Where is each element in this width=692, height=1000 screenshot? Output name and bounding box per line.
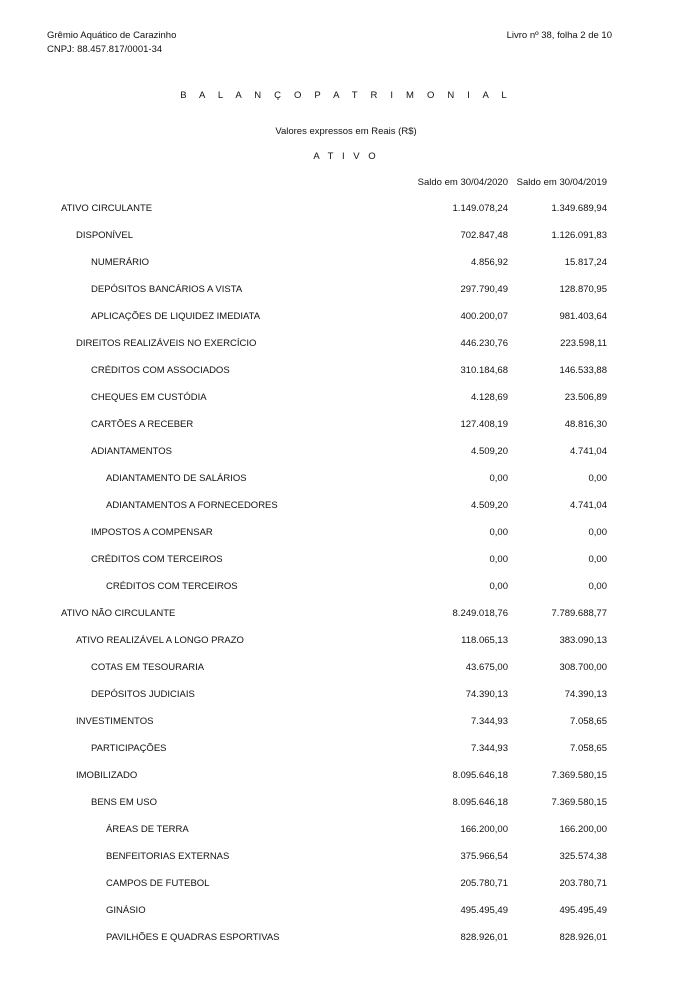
table-row — [0, 446, 692, 473]
table-row — [0, 392, 692, 419]
row-value-2019: 1.126.091,83 — [551, 230, 607, 241]
row-label: GINÁSIO — [106, 905, 146, 916]
row-value-2019: 495.495,49 — [559, 905, 607, 916]
table-row — [0, 716, 692, 743]
row-value-2019: 0,00 — [588, 473, 607, 484]
row-value-2019: 203.780,71 — [559, 878, 607, 889]
row-value-2019: 23.506,89 — [564, 392, 607, 403]
row-value-2019: 166.200,00 — [559, 824, 607, 835]
table-row — [0, 581, 692, 608]
table-row — [0, 284, 692, 311]
table-row — [0, 473, 692, 500]
table-row — [0, 554, 692, 581]
row-value-2020: 446.230,76 — [460, 338, 508, 349]
row-label: NUMERÁRIO — [91, 257, 150, 268]
balance-table — [0, 203, 692, 959]
row-value-2019: 7.058,65 — [570, 716, 607, 727]
row-value-2019: 146.533,88 — [559, 365, 607, 376]
row-value-2020: 8.095.646,18 — [452, 770, 508, 781]
row-label: ATIVO REALIZÁVEL A LONGO PRAZO — [76, 635, 244, 646]
row-label: ADIANTAMENTOS — [91, 446, 172, 457]
row-value-2020: 8.249.018,76 — [452, 608, 508, 619]
row-value-2020: 127.408,19 — [460, 419, 508, 430]
document-title: B A L A N Ç O P A T R I M O N I A L — [180, 90, 512, 101]
row-value-2020: 74.390,13 — [465, 689, 508, 700]
row-value-2020: 297.790,49 — [460, 284, 508, 295]
row-label: CRÉDITOS COM TERCEIROS — [91, 554, 223, 565]
row-label: ADIANTAMENTOS A FORNECEDORES — [106, 500, 278, 511]
document-subtitle: Valores expressos em Reais (R$) — [275, 126, 417, 137]
row-value-2020: 310.184,68 — [460, 365, 508, 376]
table-row — [0, 878, 692, 905]
row-value-2019: 0,00 — [588, 527, 607, 538]
row-value-2019: 7.058,65 — [570, 743, 607, 754]
row-value-2019: 308.700,00 — [559, 662, 607, 673]
row-value-2019: 981.403,64 — [559, 311, 607, 322]
row-value-2020: 702.847,48 — [460, 230, 508, 241]
row-value-2019: 7.789.688,77 — [551, 608, 607, 619]
row-value-2020: 0,00 — [489, 473, 508, 484]
row-label: BENFEITORIAS EXTERNAS — [106, 851, 230, 862]
row-label: APLICAÇÕES DE LIQUIDEZ IMEDIATA — [91, 311, 261, 322]
row-value-2019: 383.090,13 — [559, 635, 607, 646]
table-row — [0, 797, 692, 824]
row-value-2020: 828.926,01 — [460, 932, 508, 943]
row-label: ATIVO CIRCULANTE — [61, 203, 153, 214]
row-value-2020: 7.344,93 — [471, 743, 508, 754]
row-label: ADIANTAMENTO DE SALÁRIOS — [106, 473, 247, 484]
row-value-2019: 0,00 — [588, 581, 607, 592]
table-row — [0, 770, 692, 797]
row-label: PAVILHÕES E QUADRAS ESPORTIVAS — [106, 932, 280, 943]
table-row — [0, 824, 692, 851]
org-cnpj: CNPJ: 88.457.817/0001-34 — [47, 44, 163, 55]
row-label: INVESTIMENTOS — [76, 716, 154, 727]
row-label: ATIVO NÃO CIRCULANTE — [61, 608, 176, 619]
row-value-2020: 205.780,71 — [460, 878, 508, 889]
section-title: A T I V O — [313, 151, 379, 162]
table-row — [0, 743, 692, 770]
table-row — [0, 689, 692, 716]
row-value-2020: 0,00 — [489, 527, 508, 538]
row-label: ÁREAS DE TERRA — [106, 824, 189, 835]
row-value-2020: 495.495,49 — [460, 905, 508, 916]
row-label: DEPÓSITOS JUDICIAIS — [91, 689, 195, 700]
table-row — [0, 338, 692, 365]
row-value-2019: 4.741,04 — [570, 500, 607, 511]
row-label: CRÉDITOS COM TERCEIROS — [106, 581, 238, 592]
row-value-2020: 0,00 — [489, 554, 508, 565]
table-row — [0, 230, 692, 257]
row-value-2019: 15.817,24 — [564, 257, 607, 268]
row-label: BENS EM USO — [91, 797, 157, 808]
row-value-2020: 1.149.078,24 — [452, 203, 508, 214]
table-row — [0, 635, 692, 662]
column-header-2020: Saldo em 30/04/2020 — [417, 177, 508, 188]
row-value-2019: 7.369.580,15 — [551, 770, 607, 781]
row-value-2019: 828.926,01 — [559, 932, 607, 943]
row-label: CRÉDITOS COM ASSOCIADOS — [91, 365, 230, 376]
row-value-2019: 223.598,11 — [560, 338, 607, 349]
row-value-2020: 43.675,00 — [465, 662, 508, 673]
table-row — [0, 500, 692, 527]
row-label: DIREITOS REALIZÁVEIS NO EXERCÍCIO — [76, 338, 257, 349]
table-row — [0, 608, 692, 635]
table-row — [0, 311, 692, 338]
row-value-2019: 4.741,04 — [570, 446, 607, 457]
row-label: CARTÕES A RECEBER — [91, 419, 194, 430]
row-label: IMPOSTOS A COMPENSAR — [91, 527, 213, 538]
row-value-2019: 0,00 — [588, 554, 607, 565]
row-label: DEPÓSITOS BANCÁRIOS A VISTA — [91, 284, 243, 295]
column-header-2019: Saldo em 30/04/2019 — [516, 177, 607, 188]
table-row — [0, 257, 692, 284]
header-left — [47, 29, 176, 57]
row-value-2020: 400.200,07 — [460, 311, 508, 322]
table-row — [0, 905, 692, 932]
row-label: IMOBILIZADO — [76, 770, 138, 781]
table-row — [0, 662, 692, 689]
row-value-2020: 118.065,13 — [461, 635, 508, 646]
row-value-2020: 4.509,20 — [471, 446, 508, 457]
org-name: Grêmio Aquático de Carazinho — [47, 30, 177, 41]
row-value-2020: 7.344,93 — [471, 716, 508, 727]
book-reference: Livro nº 38, folha 2 de 10 — [506, 30, 612, 41]
table-row — [0, 527, 692, 554]
row-label: PARTICIPAÇÕES — [91, 743, 167, 754]
row-value-2020: 375.966,54 — [460, 851, 508, 862]
row-value-2019: 48.816,30 — [564, 419, 607, 430]
table-row — [0, 932, 692, 959]
row-label: CAMPOS DE FUTEBOL — [106, 878, 210, 889]
row-value-2019: 128.870,95 — [559, 284, 607, 295]
row-value-2020: 4.856,92 — [471, 257, 508, 268]
row-value-2020: 8.095.646,18 — [452, 797, 508, 808]
row-value-2019: 1.349.689,94 — [551, 203, 607, 214]
row-value-2020: 0,00 — [489, 581, 508, 592]
table-row — [0, 365, 692, 392]
row-value-2019: 74.390,13 — [564, 689, 607, 700]
table-row — [0, 419, 692, 446]
row-label: CHEQUES EM CUSTÓDIA — [91, 392, 207, 403]
row-label: COTAS EM TESOURARIA — [91, 662, 205, 673]
row-value-2020: 4.128,69 — [471, 392, 508, 403]
row-value-2020: 4.509,20 — [471, 500, 508, 511]
row-value-2019: 325.574,38 — [559, 851, 607, 862]
row-label: DISPONÍVEL — [76, 230, 134, 241]
row-value-2019: 7.369.580,15 — [551, 797, 607, 808]
table-row — [0, 203, 692, 230]
table-row — [0, 851, 692, 878]
row-value-2020: 166.200,00 — [460, 824, 508, 835]
